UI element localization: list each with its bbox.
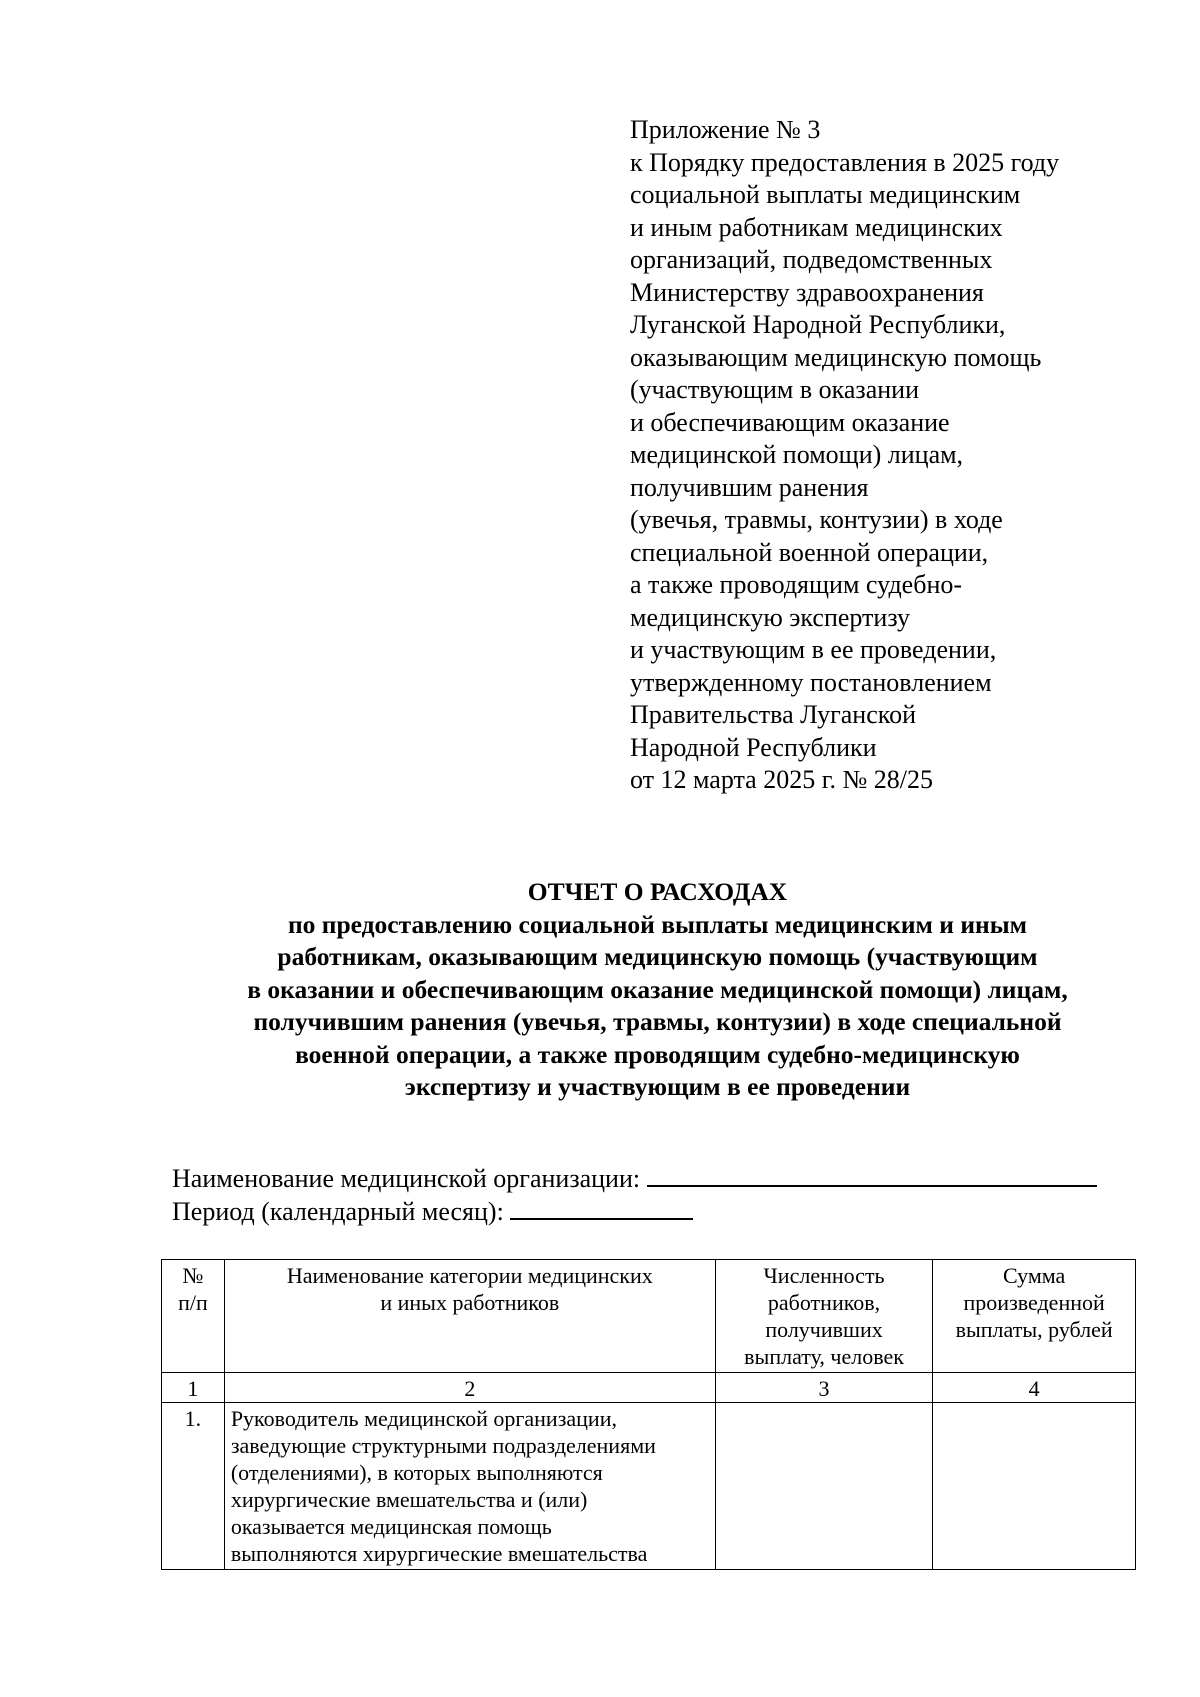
table-row bbox=[162, 1403, 1136, 1570]
period-row bbox=[172, 1195, 1097, 1228]
appendix-line: к Порядку предоставления в 2025 году bbox=[630, 147, 1060, 177]
column-number: 3 bbox=[715, 1373, 932, 1403]
appendix-line: оказывающим медицинскую помощь bbox=[630, 342, 1042, 372]
report-fields bbox=[172, 1162, 1097, 1228]
appendix-line: Приложение № 3 bbox=[630, 115, 821, 144]
column-number: 2 bbox=[224, 1373, 715, 1403]
appendix-line: и обеспечивающим оказание bbox=[630, 407, 950, 437]
header-count: Численность работников, получивших выплату, человек bbox=[715, 1260, 932, 1373]
appendix-line: (участвующим в оказании bbox=[630, 375, 919, 404]
appendix-line: Народной Республики bbox=[630, 732, 877, 762]
row-amount-cell[interactable] bbox=[933, 1403, 1136, 1570]
appendix-line: организаций, подведомственных bbox=[630, 245, 993, 274]
appendix-line: медицинскую экспертизу bbox=[630, 602, 911, 632]
report-title-line: работникам, оказывающим медицинскую помощь (участвующим bbox=[277, 942, 1038, 971]
report-table bbox=[161, 1259, 1136, 1570]
row-count-cell[interactable] bbox=[715, 1403, 932, 1570]
org-name-label: Наименование медицинской организации: bbox=[172, 1164, 641, 1193]
header-number: № п/п bbox=[162, 1260, 225, 1373]
appendix-line: а также проводящим судебно- bbox=[630, 570, 963, 599]
table-header-row bbox=[162, 1260, 1136, 1373]
appendix-header bbox=[630, 114, 1150, 797]
appendix-line: специальной военной операции, bbox=[630, 537, 989, 567]
row-category: Руководитель медицинской организации, заведующие структурными подразделениями (отделениями), в которых выполняются хирургические вмешательства и (или) оказывается медицинская помощь выполняются хирургические вмешательства bbox=[224, 1403, 715, 1570]
appendix-line: (увечья, травмы, контузии) в ходе bbox=[630, 505, 1003, 534]
report-title-line: по предоставлению социальной выплаты медицинским и иным bbox=[287, 909, 1028, 939]
appendix-line: и иным работникам медицинских bbox=[630, 212, 1003, 242]
appendix-line: утвержденному постановлением bbox=[630, 667, 992, 697]
report-title-line: военной операции, а также проводящим судебно-медицинскую bbox=[295, 1039, 1020, 1069]
appendix-line: социальной выплаты медицинским bbox=[630, 180, 1021, 209]
appendix-line: и участвующим в ее проведении, bbox=[630, 635, 997, 664]
appendix-line: от 12 марта 2025 г. № 28/25 bbox=[630, 765, 933, 794]
appendix-line: Министерству здравоохранения bbox=[630, 277, 984, 307]
row-number: 1. bbox=[162, 1403, 225, 1570]
report-title-line: получившим ранения (увечья, травмы, контузии) в ходе специальной bbox=[253, 1007, 1062, 1036]
report-title-line: в оказании и обеспечивающим оказание медицинской помощи) лицам, bbox=[247, 974, 1068, 1004]
report-title bbox=[0, 876, 1200, 1104]
header-amount: Сумма произведенной выплаты, рублей bbox=[933, 1260, 1136, 1373]
column-number: 4 bbox=[933, 1373, 1136, 1403]
header-category: Наименование категории медицинских и иных работников bbox=[224, 1260, 715, 1373]
appendix-line: медицинской помощи) лицам, bbox=[630, 440, 964, 469]
report-heading: ОТЧЕТ О РАСХОДАХ bbox=[527, 877, 788, 906]
org-name-blank[interactable] bbox=[647, 1163, 1097, 1187]
period-label: Период (календарный месяц): bbox=[172, 1197, 504, 1226]
appendix-line: Луганской Народной Республики, bbox=[630, 310, 1006, 339]
appendix-line: Правительства Луганской bbox=[630, 700, 916, 729]
column-numbers-row bbox=[162, 1373, 1136, 1403]
column-number: 1 bbox=[162, 1373, 225, 1403]
appendix-line: получившим ранения bbox=[630, 472, 869, 502]
org-name-row bbox=[172, 1162, 1097, 1195]
period-blank[interactable] bbox=[510, 1196, 693, 1220]
report-title-line: экспертизу и участвующим в ее проведении bbox=[404, 1072, 911, 1101]
